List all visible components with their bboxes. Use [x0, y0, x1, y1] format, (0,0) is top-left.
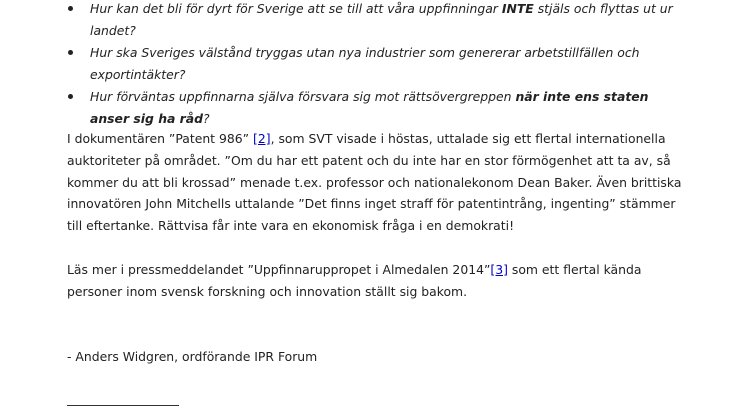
question-emphasis: när inte ens staten anser sig ha råd	[90, 89, 649, 126]
question-item	[66, 86, 686, 130]
footnote-separator	[67, 405, 179, 406]
question-item	[66, 42, 686, 86]
question-text: Hur kan det bli för dyrt för Sverige att se till att våra uppfinningar	[90, 1, 502, 16]
bullet-icon	[68, 94, 73, 99]
question-text-end: ?	[203, 111, 210, 126]
question-text-end: stjäls och flyttas ut ur landet?	[90, 1, 673, 38]
footnote-link-2[interactable]: [2]	[253, 131, 271, 146]
body-paragraph	[67, 259, 687, 303]
paragraph-text: I dokumentären ”Patent 986”	[67, 131, 253, 146]
question-text: Hur ska Sveriges välstånd tryggas utan nya industrier som genererar arbetstillfällen och exportintäkter?	[90, 45, 640, 82]
question-emphasis: INTE	[501, 1, 534, 16]
bullet-icon	[68, 50, 73, 55]
signature: - Anders Widgren, ordförande IPR Forum	[67, 349, 318, 364]
paragraph-text-end: , som SVT visade i höstas, uttalade sig ett flertal internationella auktoriteter på området. ”Om du har ett patent och du inte har en stor förmögenhet att ta av, så kommer du att bli krossad” menade t.ex. professor och nationalekonom Dean Baker. Även brittiska innovatören John Mitchells uttalande ”Det finns inget straff för patentintrång, ingenting” stämmer till eftertanke. Rättvisa får inte vara en ekonomisk fråga i en demokrati!	[67, 131, 682, 234]
footnote-link-3[interactable]: [3]	[490, 262, 508, 277]
bullet-icon	[68, 6, 73, 11]
question-list	[66, 0, 686, 130]
question-item	[66, 0, 686, 42]
paragraph-text: Läs mer i pressmeddelandet ”Uppfinnaruppropet i Almedalen 2014”	[67, 262, 491, 277]
body-paragraph	[67, 128, 687, 237]
question-text: Hur förväntas uppfinnarna själva försvara sig mot rättsövergreppen	[90, 89, 516, 104]
paragraph-text-end: som ett flertal kända personer inom svensk forskning och innovation ställt sig bakom.	[67, 262, 642, 299]
